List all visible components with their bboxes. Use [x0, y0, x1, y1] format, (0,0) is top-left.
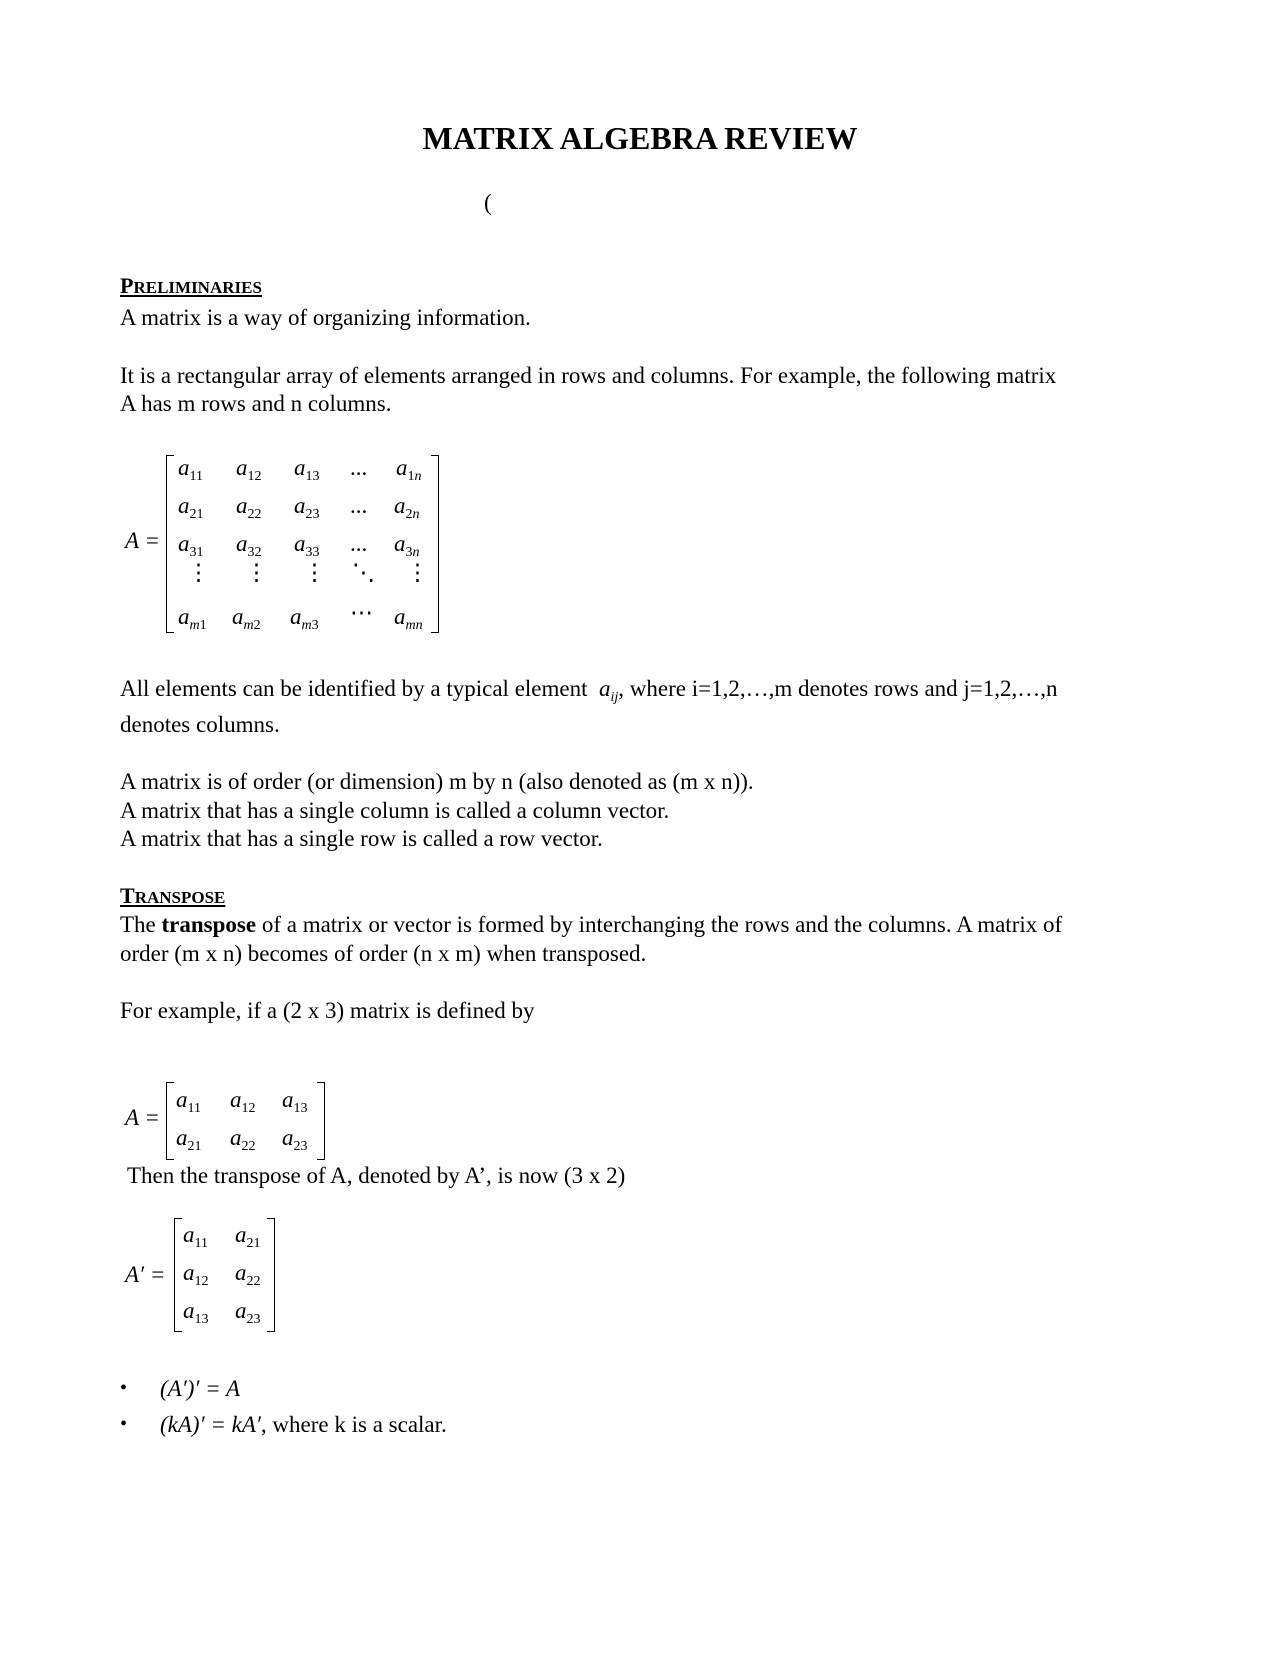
right-bracket: [317, 1082, 325, 1160]
matrix-element: $a_{21}$: [178, 493, 204, 522]
paragraph-typical-element-line2: denotes columns.: [120, 712, 280, 737]
matrix-element: $a_{22}$: [236, 493, 262, 522]
matrix-element: $a_{11}$: [178, 455, 203, 484]
matrix-vertical-dots: ⋮: [406, 560, 429, 585]
matrix-ellipsis: ⋯: [350, 600, 373, 625]
paragraph-column-vector: A matrix that has a single column is called a column vector.: [120, 798, 670, 823]
heading-preliminaries: [120, 273, 262, 299]
matrix-diagonal-dots: ⋱: [352, 560, 375, 585]
matrix-element: $a_{m2}$: [232, 604, 261, 633]
matrix-element: $a_{23}$: [294, 493, 320, 522]
bullet-math: (A′)′ = A: [160, 1376, 241, 1401]
matrix-element: $a_{21}$: [176, 1125, 202, 1154]
transpose-text-before: The: [120, 912, 162, 937]
typical-element-base: a: [599, 676, 611, 701]
matrix-element: $a_{1n}$: [396, 455, 422, 484]
left-bracket: [166, 1082, 174, 1160]
paragraph-matrix-definition: A matrix is a way of organizing information.: [120, 305, 531, 330]
matrix-element: $a_{23}$: [282, 1125, 308, 1154]
bullet-item: [160, 1411, 447, 1438]
paragraph-transpose-intro: Then the transpose of A, denoted by A’, is now (3 x 2): [127, 1163, 626, 1188]
matrix-vertical-dots: ⋮: [303, 560, 326, 585]
paragraph-rectangular-array-line2: A has m rows and n columns.: [120, 391, 392, 416]
matrix-element: $a_{11}$: [183, 1222, 208, 1251]
matrix-element: $a_{11}$: [176, 1087, 201, 1116]
paragraph-order: A matrix is of order (or dimension) m by n (also denoted as (m x n)).: [120, 769, 754, 794]
paragraph-typical-element: [120, 675, 1058, 711]
matrix-element: $a_{22}$: [235, 1260, 261, 1289]
bullet-math: (kA)′ = kA′: [160, 1412, 261, 1437]
left-bracket: [166, 455, 174, 633]
paragraph-transpose-definition-line2: order (m x n) becomes of order (n x m) when transposed.: [120, 941, 647, 966]
heading-initial: P: [120, 273, 134, 298]
paragraph-example: For example, if a (2 x 3) matrix is defined by: [120, 998, 535, 1023]
heading-transpose: [120, 883, 225, 909]
document-title: MATRIX ALGEBRA REVIEW: [422, 120, 858, 156]
matrix-vertical-dots: ⋮: [245, 560, 268, 585]
matrix-element: $a_{mn}$: [394, 604, 423, 633]
matrix-element: $a_{21}$: [235, 1222, 261, 1251]
matrix-vertical-dots: ⋮: [187, 560, 210, 585]
matrix-element: $a_{22}$: [230, 1125, 256, 1154]
matrix-label: A′ =: [125, 1262, 166, 1287]
transpose-bold-term: transpose: [161, 912, 257, 937]
matrix-label: A =: [125, 528, 160, 553]
matrix-element: $a_{13}$: [282, 1087, 308, 1116]
bullet-item: [160, 1375, 240, 1402]
matrix-label: A =: [125, 1105, 160, 1130]
left-bracket: [174, 1218, 182, 1332]
matrix-element: $a_{33}$: [294, 531, 320, 560]
matrix-ellipsis: ...: [350, 455, 368, 480]
paragraph-rectangular-array-line1: It is a rectangular array of elements arranged in rows and columns. For example, the following matrix: [120, 363, 1057, 388]
transpose-text-after: of a matrix or vector is formed by interchanging the rows and the columns. A matrix of: [256, 912, 1063, 937]
matrix-element: $a_{13}$: [294, 455, 320, 484]
title-parenthesis: (: [484, 190, 492, 215]
matrix-ellipsis: ...: [350, 493, 368, 518]
typical-element-indices: , where i=1,2,…,m denotes rows and j=1,2,…,n: [618, 676, 1058, 701]
matrix-element: $a_{12}$: [230, 1087, 256, 1116]
matrix-ellipsis: ...: [350, 531, 368, 556]
matrix-element: $a_{13}$: [183, 1298, 209, 1327]
heading-initial: T: [120, 883, 135, 908]
typical-element-subscript: ij: [610, 690, 619, 705]
heading-rest: RELIMINARIES: [133, 278, 262, 297]
matrix-element: $a_{m1}$: [178, 604, 207, 633]
matrix-element: $a_{3n}$: [394, 531, 420, 560]
matrix-element: $a_{31}$: [178, 531, 204, 560]
matrix-element: $a_{2n}$: [394, 493, 420, 522]
heading-rest: RANSPOSE: [134, 888, 226, 907]
matrix-element: $a_{12}$: [183, 1260, 209, 1289]
matrix-element: $a_{23}$: [235, 1298, 261, 1327]
typical-element-text: All elements can be identified by a typical element: [120, 676, 588, 701]
bullet-marker: •: [120, 1377, 128, 1399]
paragraph-row-vector: A matrix that has a single row is called a row vector.: [120, 826, 603, 851]
matrix-element: $a_{12}$: [236, 455, 262, 484]
matrix-element: $a_{m3}$: [290, 604, 319, 633]
paragraph-transpose-definition: [120, 911, 1062, 938]
bullet-marker: •: [120, 1413, 128, 1435]
typical-element-symbol: [599, 676, 619, 705]
right-bracket: [267, 1218, 275, 1332]
right-bracket: [431, 455, 439, 633]
bullet-text: , where k is a scalar.: [260, 1412, 447, 1437]
matrix-element: $a_{32}$: [236, 531, 262, 560]
